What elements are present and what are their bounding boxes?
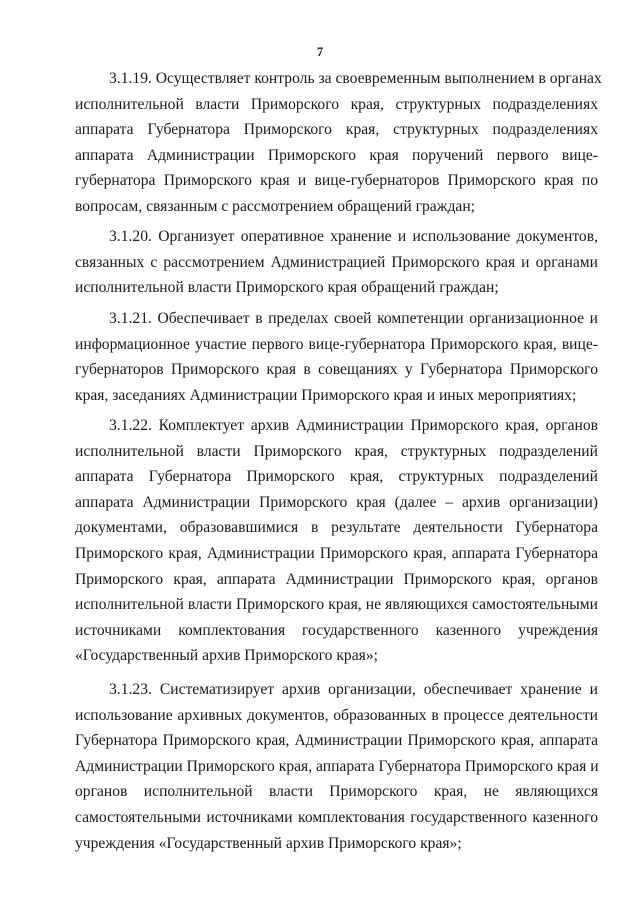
paragraph-line: Приморского края, Администрации Приморского края, аппарата Губернатора xyxy=(75,544,598,562)
paragraph-line: использование архивных документов, образованных в процессе деятельности xyxy=(75,706,598,724)
paragraph-line: 3.1.20. Организует оперативное хранение и использование документов, xyxy=(109,228,598,245)
paragraph-line: Приморского края, аппарата Администрации Приморского края, органов xyxy=(75,570,598,588)
paragraph-line: учреждения «Государственный архив Приморского края»; xyxy=(75,834,462,852)
paragraph-line: 3.1.23. Систематизирует архив организации, обеспечивает хранение и xyxy=(109,681,598,698)
paragraph-line: 3.1.21. Обеспечивает в пределах своей компетенции организационное и xyxy=(109,310,598,327)
paragraph-line: аппарата Администрации Приморского края (далее – архив организации) xyxy=(75,493,598,511)
paragraph-line: Администрации Приморского края, аппарата Губернатора Приморского края и xyxy=(75,757,599,775)
paragraph-3-1-20 xyxy=(75,224,598,301)
paragraph-line: исполнительной власти Приморского края, структурных подразделениях xyxy=(75,95,598,113)
paragraph-line: 3.1.22. Комплектует архив Администрации Приморского края, органов xyxy=(109,417,598,434)
paragraph-line: исполнительной власти Приморского края обращений граждан; xyxy=(75,279,499,297)
paragraph-line: аппарата Администрации Приморского края поручений первого вице- xyxy=(75,146,598,164)
paragraph-line: 3.1.19. Осуществляет контроль за своевременным выполнением в органах xyxy=(109,70,602,87)
paragraph-line: органов исполнительной власти Приморского края, не являющихся xyxy=(75,783,598,801)
paragraph-3-1-23 xyxy=(75,677,598,856)
paragraph-3-1-22 xyxy=(75,413,598,669)
paragraph-3-1-21 xyxy=(75,306,598,408)
paragraph-line: связанных с рассмотрением Администрацией Приморского края и органами xyxy=(75,253,598,271)
paragraph-line: вопросам, связанным с рассмотрением обращений граждан; xyxy=(75,197,476,215)
paragraph-line: документами, образовавшимися в результате деятельности Губернатора xyxy=(75,519,598,537)
paragraph-line: аппарата Губернатора Приморского края, структурных подразделениях xyxy=(75,121,598,139)
paragraph-line: края, заседаниях Администрации Приморского края и иных мероприятиях; xyxy=(75,386,577,404)
paragraph-line: информационное участие первого вице-губернатора Приморского края, вице- xyxy=(75,335,598,353)
paragraph-line: исполнительной власти Приморского края, структурных подразделений xyxy=(75,442,598,460)
paragraph-line: аппарата Губернатора Приморского края, структурных подразделений xyxy=(75,468,598,486)
paragraph-line: самостоятельными источниками комплектования государственного казенного xyxy=(75,808,598,826)
paragraph-line: губернатора Приморского края и вице-губернаторов Приморского края по xyxy=(75,172,598,190)
paragraph-line: «Государственный архив Приморского края»; xyxy=(75,647,378,665)
paragraph-line: источниками комплектования государственного казенного учреждения xyxy=(75,621,598,639)
paragraph-3-1-19 xyxy=(75,66,602,220)
paragraph-line: Губернатора Приморского края, Администрации Приморского края, аппарата xyxy=(75,732,598,750)
paragraph-line: губернаторов Приморского края в совещаниях у Губернатора Приморского xyxy=(75,361,598,379)
page-number: 7 xyxy=(316,44,324,59)
paragraph-line: исполнительной власти Приморского края, не являющихся самостоятельными xyxy=(75,596,598,614)
